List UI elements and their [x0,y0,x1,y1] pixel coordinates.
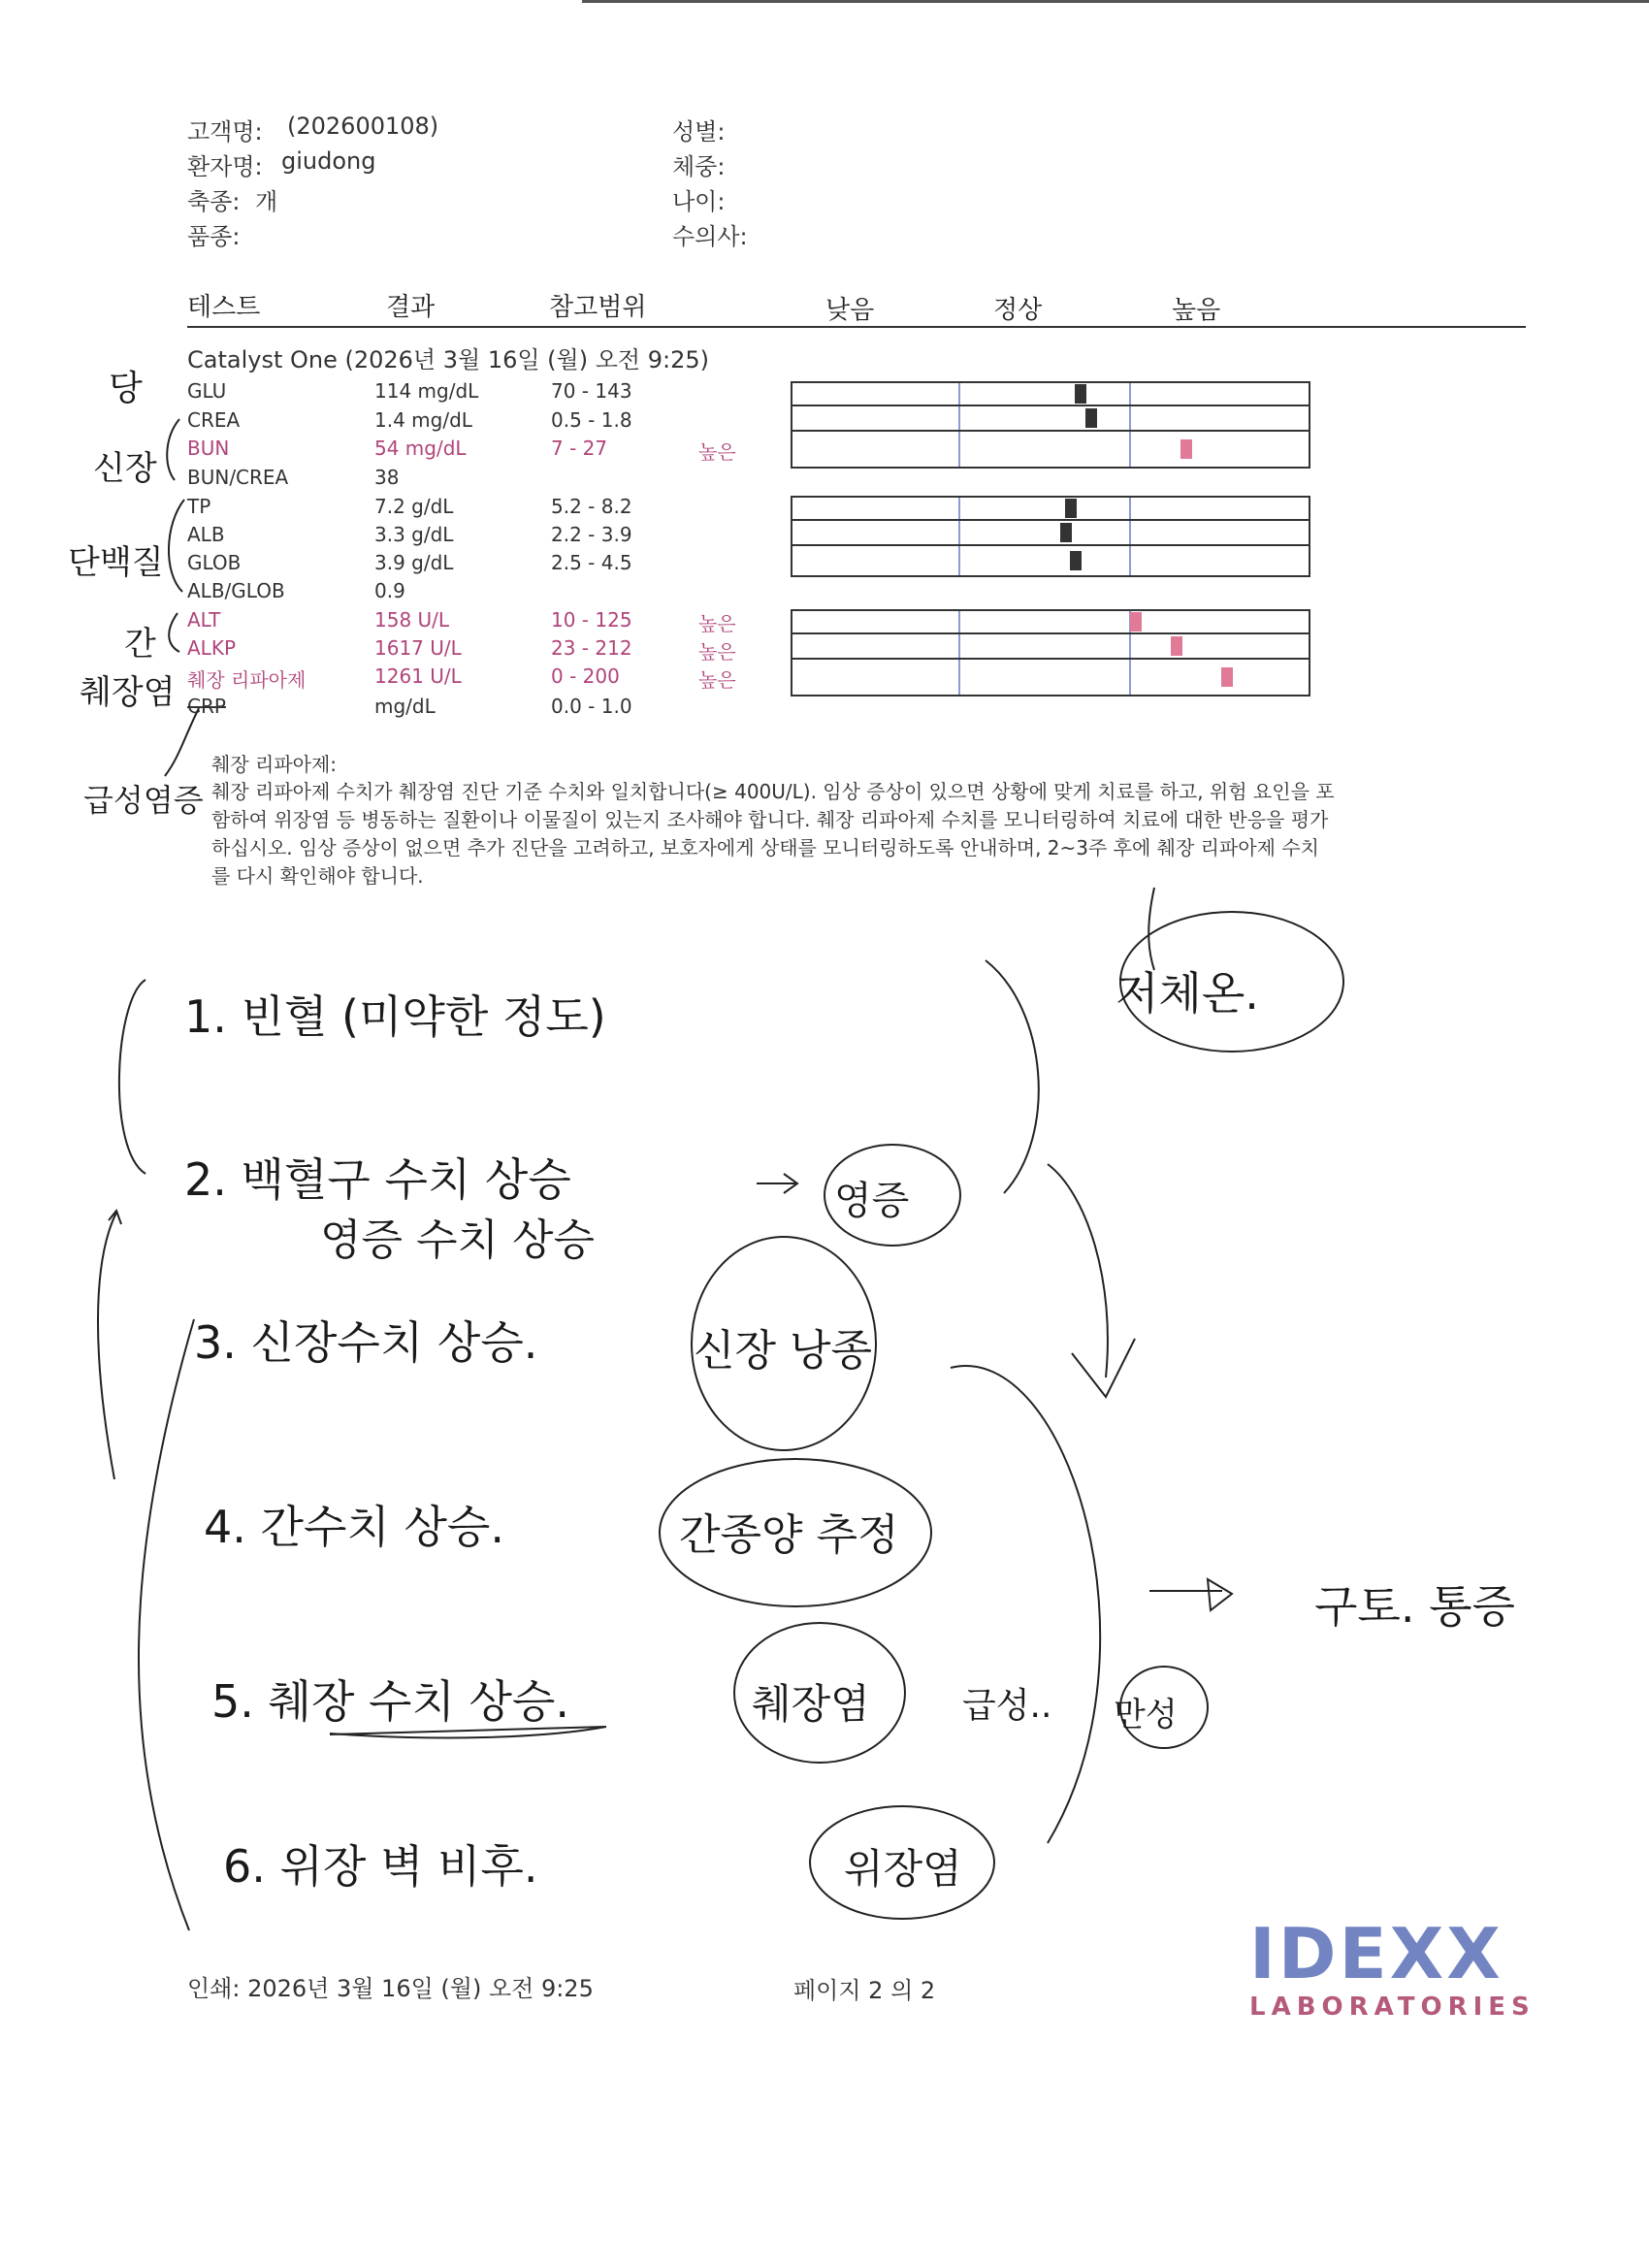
test-result: 7.2 g/dL [374,495,454,518]
note-item-2: 2. 백혈구 수치 상승 [184,1153,571,1206]
col-reference: 참고범위 [549,293,647,322]
test-range: 0.0 - 1.0 [551,695,632,718]
species-label: 축종: [187,188,241,215]
test-range: 23 - 212 [551,636,632,660]
note-item-5-dx: 췌장염 [752,1680,870,1728]
test-result: 1617 U/L [374,636,462,660]
test-range: 5.2 - 8.2 [551,495,632,518]
col-test: 테스트 [187,293,261,322]
customer-label: 고객명: [187,118,263,146]
test-name: 췌장 리파아제 [187,668,307,692]
test-result: 0.9 [374,579,405,602]
note-item-5: 5. 췌장 수치 상승. [211,1675,569,1728]
test-result: 1.4 mg/dL [374,408,472,432]
side-label-pancreatitis: 췌장염 [80,673,176,712]
note-item-3-dx: 신장 낭종 [694,1326,873,1376]
test-flag: 높은 [698,440,736,464]
test-name: BUN/CREA [187,466,289,489]
test-name: ALT [187,608,221,632]
test-result: 3.9 g/dL [374,551,454,574]
test-range: 70 - 143 [551,379,632,403]
note-hypothermia: 저체온. [1116,967,1259,1020]
test-range: 0 - 200 [551,664,620,688]
test-result: 1261 U/L [374,664,462,688]
side-label-sugar: 당 [109,369,143,408]
note-item-4: 4. 간수치 상승. [204,1501,504,1553]
test-flag: 높은 [698,612,736,635]
note-item-6: 6. 위장 벽 비후. [223,1840,538,1893]
note-item-6-dx: 위장염 [844,1845,962,1893]
test-range: 7 - 27 [551,437,608,460]
test-name: GLU [187,379,227,403]
patient-label: 환자명: [187,153,263,180]
test-result: 3.3 g/dL [374,523,454,546]
note-body: 췌장 리파아제 수치가 췌장염 진단 기준 수치와 일치합니다(≥ 400U/L). 임상 증상이 있으면 상황에 맞게 치료를 하고, 위험 요인을 포함하여 위장염 등 병동하는 질환이나 이물질이 있는지 조사해야 합니다. 췌장 리파아제 수치를 모니터링하여 치료에 대한 반응을 평가하십시오. 임상 증상이 없으면 추가 진단을 고려하고, 보호자에게 상태를 모니터링하도록 안내하며, 2~3주 후에 췌장 리파아제 수치를 다시 확인해야 합니다. [211,780,1335,888]
test-result: 158 U/L [374,608,450,632]
test-range: 2.5 - 4.5 [551,551,632,574]
vet-label: 수의사: [672,223,748,250]
col-normal: 정상 [993,296,1043,325]
col-high: 높음 [1172,296,1221,325]
test-range: 10 - 125 [551,608,632,632]
note-vomiting-pain: 구토. 통증 [1314,1580,1515,1633]
section-title: Catalyst One (2026년 3월 16일 (월) 오전 9:25) [187,346,709,373]
test-result: 114 mg/dL [374,379,479,403]
note-item-3: 3. 신장수치 상승. [194,1316,538,1369]
patient-value: giudong [281,147,376,175]
side-label-acute-inflammation: 급성염증 [83,782,204,819]
weight-label: 체중: [672,153,726,180]
test-name: ALB/GLOB [187,579,285,602]
test-name: GLOB [187,551,242,574]
page-number: 페이지 2 의 2 [793,1977,936,2004]
test-name: CREA [187,408,241,432]
side-label-protein: 단백질 [68,543,164,582]
note-item-4-dx: 간종양 추정 [679,1510,899,1560]
age-label: 나이: [672,188,726,215]
col-low: 낮음 [825,296,875,325]
test-result: 54 mg/dL [374,437,467,460]
test-name: BUN [187,437,230,460]
sex-label: 성별: [672,118,726,146]
test-flag: 높은 [698,640,736,664]
logo-wordmark: IDEXX [1249,1913,1504,1994]
note-inflammation: 영증 [834,1179,910,1223]
test-range: 0.5 - 1.8 [551,408,632,432]
breed-label: 품종: [187,223,241,250]
note-item-2b: 영증 수치 상승 [320,1215,595,1265]
species-value: 개 [255,188,278,215]
side-label-kidney: 신장 [93,449,157,488]
test-flag: 높은 [698,668,736,692]
test-result: 38 [374,466,400,489]
col-result: 결과 [386,293,436,322]
note-title: 췌장 리파아제: [211,753,338,776]
test-name: TP [187,495,211,518]
side-label-liver: 간 [124,625,156,664]
test-range: 2.2 - 3.9 [551,523,632,546]
idexx-logo [1249,1913,1536,2022]
note-item-5-chronic: 만성 [1114,1696,1178,1734]
note-item-1: 1. 빈혈 (미약한 정도) [184,990,606,1043]
test-name: ALB [187,523,225,546]
logo-subtitle: LABORATORIES [1249,1993,1536,2022]
test-name: ALKP [187,636,236,660]
test-name: CRP [187,695,226,718]
customer-value: (202600108) [287,113,439,140]
test-result: mg/dL [374,695,436,718]
note-item-5-acute: 급성.. [962,1686,1052,1726]
print-timestamp: 인쇄: 2026년 3월 16일 (월) 오전 9:25 [187,1975,594,2002]
